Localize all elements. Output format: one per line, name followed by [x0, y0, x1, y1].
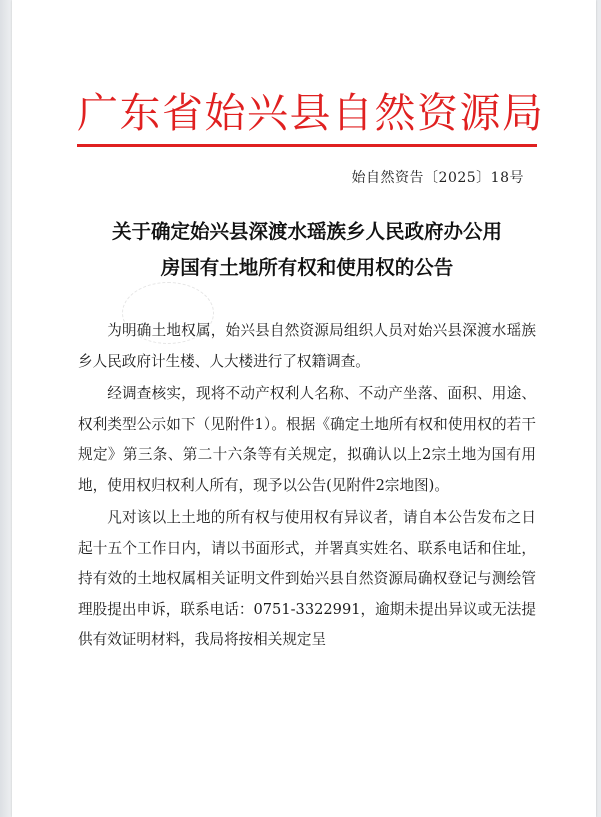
document-title — [72, 214, 542, 286]
document-title-line-2: 房国有土地所有权和使用权的公告 — [160, 256, 454, 279]
org-header-title: 广东省始兴县自然资源局 — [77, 89, 545, 137]
header-red-rule — [77, 144, 537, 147]
document-body — [78, 316, 536, 658]
viewer-left-margin — [0, 0, 12, 817]
document-number: 始自然资告〔2025〕18号 — [351, 170, 524, 186]
body-paragraph-1: 为明确土地权属，始兴县自然资源局组织人员对始兴县深渡水瑶族乡人民政府计生楼、人大楼进行了权籍调查。 — [78, 322, 536, 370]
body-paragraph-2: 经调查核实，现将不动产权利人名称、不动产坐落、面积、用途、权利类型公示如下（见附件1）。根据《确定土地所有权和使用权的若干规定》第三条、第二十六条等有关规定，拟确认以上2宗土地为国有用地，使用权归权利人所有，现予以公告(见附件2宗地图)。 — [78, 385, 536, 494]
document-page — [12, 0, 596, 817]
body-paragraph-3: 凡对该以上土地的所有权与使用权有异议者，请自本公告发布之日起十五个工作日内，请以书面形式，并署真实姓名、联系电话和住址，持有效的土地权属相关证明文件到始兴县自然资源局确权登记与测绘管理股提出申诉，联系电话：0751-3322991，逾期未提出异议或无法提供有效证明材料，我局将按相关规定呈 — [78, 509, 536, 648]
document-title-line-1: 关于确定始兴县深渡水瑶族乡人民政府办公用 — [111, 220, 502, 243]
